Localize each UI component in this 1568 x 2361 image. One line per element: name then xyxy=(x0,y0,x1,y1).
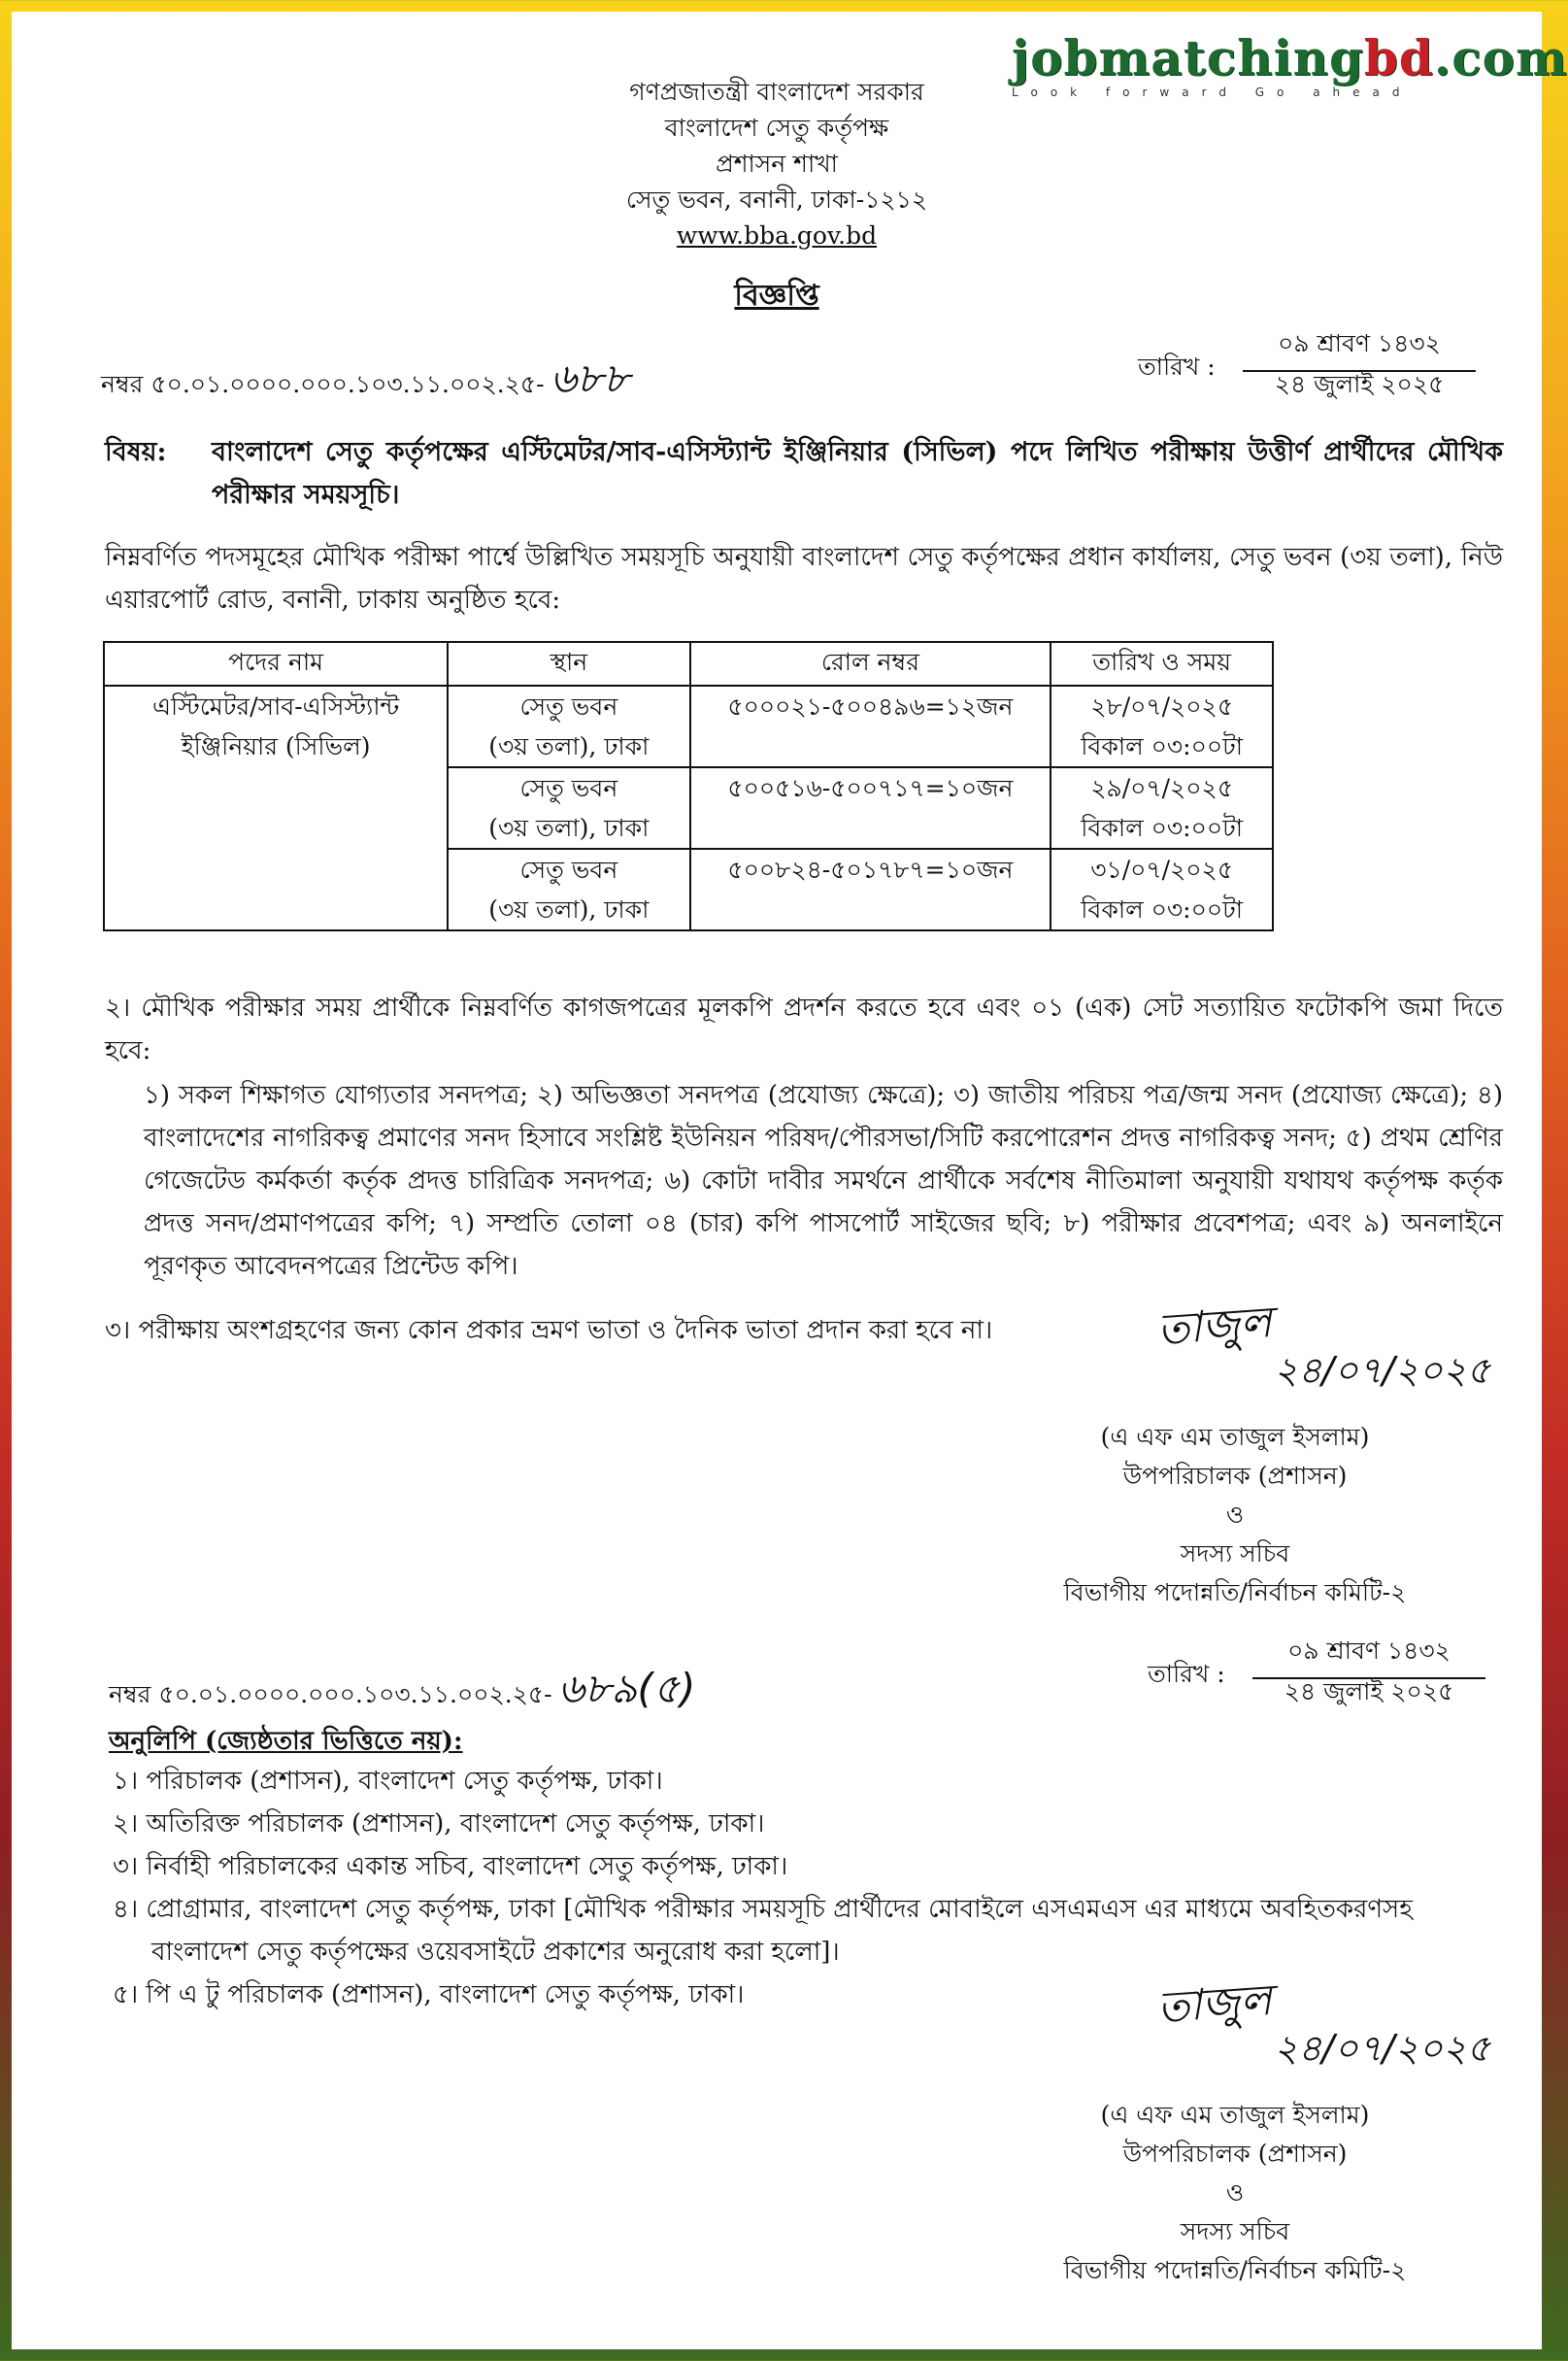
signature-scrawl: তাজুল xyxy=(1155,1974,1274,2034)
signatory-and: ও xyxy=(1225,2178,1245,2207)
paragraph-2 xyxy=(105,987,1503,1072)
date-block xyxy=(1138,324,1507,412)
signatory-role: সদস্য সচিব xyxy=(1180,1539,1290,1568)
intro-paragraph: নিম্নবর্ণিত পদসমূহের মৌখিক পরীক্ষা পার্শ্বে উল্লিখিত সময়সূচি অনুযায়ী বাংলাদেশ সেতু কর্তৃপক্ষের প্রধান কার্যালয়, সেতু ভবন (৩য় তলা), নিউ এয়ারপোর্ট রোড, বনানী, ঢাকায় অনুষ্ঠিত হবে: xyxy=(105,543,1503,615)
signature-mark xyxy=(944,1974,1526,2096)
address: সেতু ভবন, বনানী, ঢাকা-১২১২ xyxy=(625,186,928,214)
roll-cell: ৫০০৮২৪-৫০১৭৮৭=১০জন xyxy=(690,849,1051,930)
logo-text: jobmatchingbd.com xyxy=(1012,29,1568,86)
signatory-designation: উপপরিচালক (প্রশাসন) xyxy=(1122,2140,1348,2168)
header-post: পদের নাম xyxy=(104,642,448,686)
datetime-cell: ২৯/০৭/২০২৫ বিকাল ০৩:০০টা xyxy=(1051,767,1273,849)
signature-block xyxy=(944,1297,1526,1612)
memo-handwritten: ৬৮৯(৫) xyxy=(557,1665,696,1712)
header-datetime: তারিখ ও সময় xyxy=(1051,642,1273,686)
datetime-cell: ২৮/০৭/২০২৫ বিকাল ০৩:০০টা xyxy=(1051,686,1273,767)
roll-cell: ৫০০৫১৬-৫০০৭১৭=১০জন xyxy=(690,767,1051,849)
header-place: স্থান xyxy=(448,642,689,686)
required-documents: ১) সকল শিক্ষাগত যোগ্যতার সনদপত্র; ২) অভিজ্ঞতা সনদপত্র (প্রযোজ্য ক্ষেত্রে); ৩) জাতীয় পরিচয় পত্র/জন্ম সনদ (প্রযোজ্য ক্ষেত্রে); ৪) বাংলাদেশের নাগরিকত্ব প্রমাণের সনদ হিসাবে সংশ্লিষ্ট ইউনিয়ন পরিষদ/পৌরসভা/সিটি করপোরেশন প্রদত্ত নাগরিকত্ব সনদ; ৫) প্রথম শ্রেণির গেজেটেড কর্মকর্তা কর্তৃক প্রদত্ত চারিত্রিক সনদপত্র; ৬) কোটা দাবীর সমর্থনে প্রার্থীকে সর্বশেষ নীতিমালা অনুযায়ী যথাযথ কর্তৃপক্ষ কর্তৃক প্রদত্ত সনদ/প্রমাণপত্রের কপি; ৭) সম্প্রতি তোলা ০৪ (চার) কপি পাসপোর্ট সাইজের ছবি; ৮) পরীক্ষার প্রবেশপত্র; এবং ৯) অনলাইনে পূরণকৃত আবেদনপত্রের প্রিন্টেড কপি। xyxy=(144,1081,1503,1281)
schedule-table xyxy=(103,641,1274,931)
signatory-name: (এ এফ এম তাজুল ইসলাম) xyxy=(1100,2101,1370,2129)
memo-number xyxy=(101,347,629,416)
logo-tagline: Look forward Go ahead xyxy=(1012,85,1413,99)
branch-name: প্রশাসন শাখা xyxy=(716,150,838,178)
list-item: ৫। পি এ টু পরিচালক (প্রশাসন), বাংলাদেশ সেতু কর্তৃপক্ষ, ঢাকা। xyxy=(113,1980,745,2009)
list-item: ৪। প্রোগ্রামার, বাংলাদেশ সেতু কর্তৃপক্ষ, ঢাকা [মৌখিক পরীক্ষার সময়সূচি প্রার্থীদের মোবাইলে এসএমএস এর মাধ্যমে অবহিতকরণসহ বাংলাদেশ সেতু কর্তৃপক্ষের ওয়েবসাইটে প্রকাশের অনুরোধ করা হলো]। xyxy=(113,1895,1413,1967)
memo-number-text: নম্বর ৫০.০১.০০০০.০০০.১০৩.১১.০০২.২৫- xyxy=(101,370,545,398)
subject-text: বাংলাদেশ সেতু কর্তৃপক্ষের এস্টিমেটর/সাব-এসিস্ট্যান্ট ইঞ্জিনিয়ার (সিভিল) পদে লিখিত পরীক্ষায় উত্তীর্ণ প্রার্থীদের মৌখিক পরীক্ষার সময়সূচি। xyxy=(212,437,1503,510)
letterhead xyxy=(12,74,1542,253)
date-english: ২৪ জুলাই ২০২৫ xyxy=(1274,370,1445,398)
date-label: তারিখ : xyxy=(1138,353,1216,381)
memo-number-2 xyxy=(109,1657,695,1726)
place-cell: সেতু ভবন (৩য় তলা), ঢাকা xyxy=(448,767,689,849)
datetime-cell: ৩১/০৭/২০২৫ বিকাল ০৩:০০টা xyxy=(1051,849,1273,930)
signatory-designation: উপপরিচালক (প্রশাসন) xyxy=(1122,1462,1348,1490)
memo-handwritten: ৬৮৮ xyxy=(550,354,630,402)
header-roll: রোল নম্বর xyxy=(690,642,1051,686)
roll-cell: ৫০০০২১-৫০০৪৯৬=১২জন xyxy=(690,686,1051,767)
table-row xyxy=(104,686,1273,767)
place-cell: সেতু ভবন (৩য় তলা), ঢাকা xyxy=(448,849,689,930)
date-english: ২৪ জুলাই ২০২৫ xyxy=(1284,1677,1454,1705)
signature-handwritten-date: ২৪/০৭/২০২৫ xyxy=(1274,1349,1491,1392)
date-bangla: ০৯ শ্রাবণ ১৪৩২ xyxy=(1252,1632,1485,1679)
date-label: তারিখ : xyxy=(1148,1660,1225,1688)
post-name-cell: এস্টিমেটর/সাব-এসিস্ট্যান্ট ইঞ্জিনিয়ার (সিভিল) xyxy=(104,686,448,930)
signatory-committee: বিভাগীয় পদোন্নতি/নির্বাচন কমিটি-২ xyxy=(1063,1578,1407,1606)
place-cell: সেতু ভবন (৩য় তলা), ঢাকা xyxy=(448,686,689,767)
copies-heading: অনুলিপি (জ্যেষ্ঠতার ভিত্তিতে নয়): xyxy=(109,1727,463,1756)
website-link[interactable]: www.bba.gov.bd xyxy=(676,221,878,250)
subject xyxy=(105,431,1503,517)
paragraph-3-number: ৩। xyxy=(105,1316,131,1345)
signature-handwritten-date: ২৪/০৭/২০২৫ xyxy=(1274,2027,1491,2070)
list-item: ৩। নির্বাহী পরিচালকের একান্ত সচিব, বাংলাদেশ সেতু কর্তৃপক্ষ, ঢাকা। xyxy=(113,1852,788,1881)
signatory-and: ও xyxy=(1225,1501,1245,1529)
signatory-committee: বিভাগীয় পদোন্নতি/নির্বাচন কমিটি-২ xyxy=(1063,2256,1407,2284)
memo-number-text: নম্বর ৫০.০১.০০০০.০০০.১০৩.১১.০০২.২৫- xyxy=(109,1680,552,1708)
page-title: বিজ্ঞপ্তি xyxy=(734,279,819,313)
paragraph-2-number: ২। xyxy=(105,994,131,1023)
paragraph-2-text: মৌখিক পরীক্ষার সময় প্রার্থীকে নিম্নবর্ণিত কাগজপত্রের মূলকপি প্রদর্শন করতে হবে এবং ০১ (এক) সেট সত্যায়িত ফটোকপি জমা দিতে হবে: xyxy=(105,994,1504,1065)
authority-name: বাংলাদেশ সেতু কর্তৃপক্ষ xyxy=(664,114,889,142)
notice-page xyxy=(12,12,1568,2349)
signature-block-2 xyxy=(944,1974,1526,2290)
subject-label: বিষয়: xyxy=(105,437,167,467)
paragraph-3-text: পরীক্ষায় অংশগ্রহণের জন্য কোন প্রকার ভ্রমণ ভাতা ও দৈনিক ভাতা প্রদান করা হবে না। xyxy=(138,1316,993,1345)
signatory-name: (এ এফ এম তাজুল ইসলাম) xyxy=(1100,1423,1370,1451)
signature-scrawl: তাজুল xyxy=(1155,1297,1274,1356)
date-block-2 xyxy=(1148,1632,1517,1719)
table-header-row xyxy=(104,642,1273,686)
list-item: ১। পরিচালক (প্রশাসন), বাংলাদেশ সেতু কর্তৃপক্ষ, ঢাকা। xyxy=(113,1767,663,1796)
date-bangla: ০৯ শ্রাবণ ১৪৩২ xyxy=(1243,324,1476,372)
govt-name: গণপ্রজাতন্ত্রী বাংলাদেশ সরকার xyxy=(629,78,924,106)
signature-mark xyxy=(944,1297,1526,1418)
signatory-role: সদস্য সচিব xyxy=(1180,2217,1290,2245)
list-item: ২। অতিরিক্ত পরিচালক (প্রশাসন), বাংলাদেশ সেতু কর্তৃপক্ষ, ঢাকা। xyxy=(113,1809,765,1838)
